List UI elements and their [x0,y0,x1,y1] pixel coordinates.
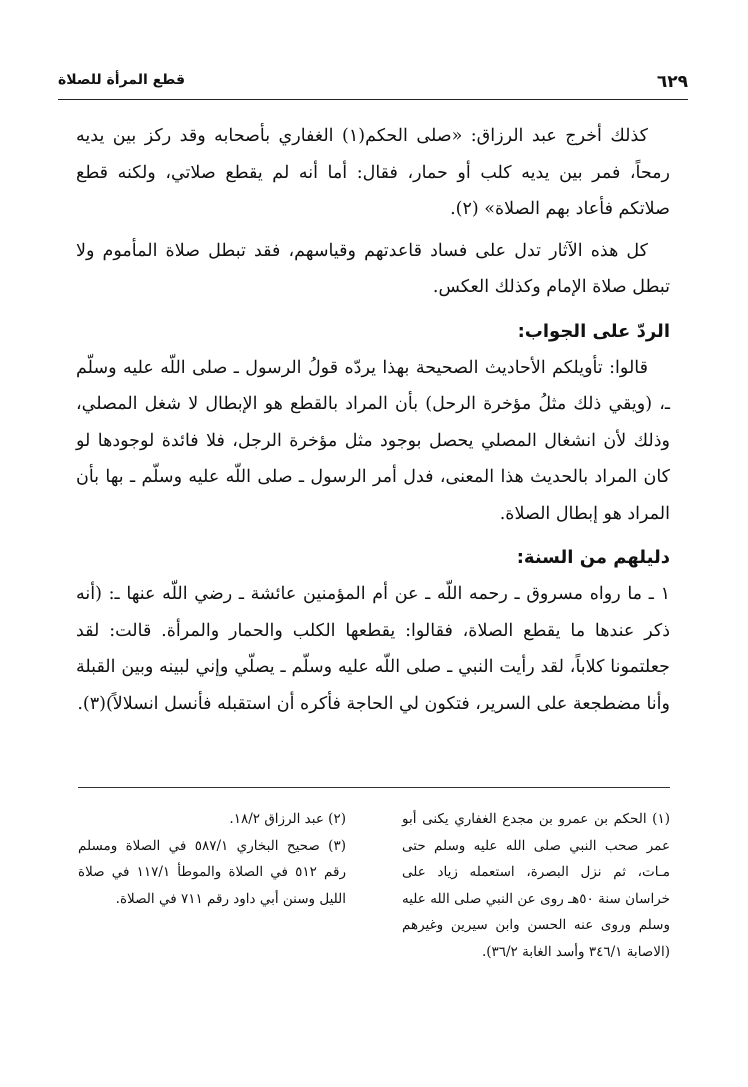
footnote-column-right [402,806,670,965]
paragraph: كذلك أخرج عبد الرزاق: «صلى الحكم(١) الغفاري بأصحابه وقد ركز بين يديه رمحاً، فمر بين يديه كلب أو حمار، فقال: أما أنه لم يقطع صلاتي، ولكنه قطع صلاتكم فأعاد بهم الصلاة» (٢). [76,126,670,219]
paragraph: قالوا: تأويلكم الأحاديث الصحيحة بهذا يردّه قولُ الرسول ـ صلى اللّه عليه وسلّم ـ، (ويقي ذلك مثلُ مؤخرة الرحل) بأن المراد بالقطع هو الإبطال لا شغل المصلي، وذلك لأن انشغال المصلي يحصل بوجود مثل مؤخرة الرجل، فلا فائدة لوجودها لو كان المراد بالحديث هذا المعنى، فدل أمر الرسول ـ صلى اللّه عليه وسلّم ـ بها بأن المراد هو إبطال الصلاة. [76,357,670,524]
footnote-divider [78,787,670,788]
footnote-column-left [78,806,346,912]
footnote-1: (١) الحكم بن عمرو بن مجدع الغفاري يكنى أبو عمر صحب النبي صلى الله عليه وسلم حتى مـات، ثم نزل البصرة، استعمله زياد على خراسان سنة ٥٠هـ روى عن النبي صلى الله عليه وسلم وروى عنه الحسن وابن سيرين وغيرهم (الاصابة ٣٤٦/١ وأسد الغابة ٣٦/٢). [402,811,670,960]
footnote-3: (٣) صحيح البخاري ٥٨٧/١ في الصلاة ومسلم رقم ٥١٢ في الصلاة والموطأ ١١٧/١ في صلاة الليل وسنن أبي داود رقم ٧١١ في الصلاة. [78,837,346,907]
page-header [58,72,688,98]
section-heading: الردّ على الجواب: [517,320,670,342]
main-text [76,118,670,722]
paragraph: كل هذه الآثار تدل على فساد قاعدتهم وقياسهم، فقد تبطل صلاة المأموم ولا تبطل صلاة الإمام وكذلك العكس. [76,240,670,297]
footnote-2: (٢) عبد الرزاق ١٨/٢. [229,811,346,827]
header-divider [58,99,688,100]
section-heading: دليلهم من السنة: [516,547,670,568]
numbered-paragraph: ١ ـ ما رواه مسروق ـ رحمه اللّه ـ عن أم المؤمنين عائشة ـ رضي اللّه عنها ـ: (أنه ذكر عندها ما يقطع الصلاة، فقالوا: يقطعها الكلب والحمار والمرأة. قالت: لقد جعلتمونا كلاباً، لقد رأيت النبي ـ صلى اللّه عليه وسلّم ـ يصلّي وإني لبينه وبين القبلة وأنا مضطجعة على السرير، فتكون لي الحاجة فأكره أن استقبله فأنسل انسلالاً)(٣). [76,584,670,714]
running-title: قطع المرأة للصلاة [58,72,185,88]
page-number: ٦٢٩ [656,72,688,92]
